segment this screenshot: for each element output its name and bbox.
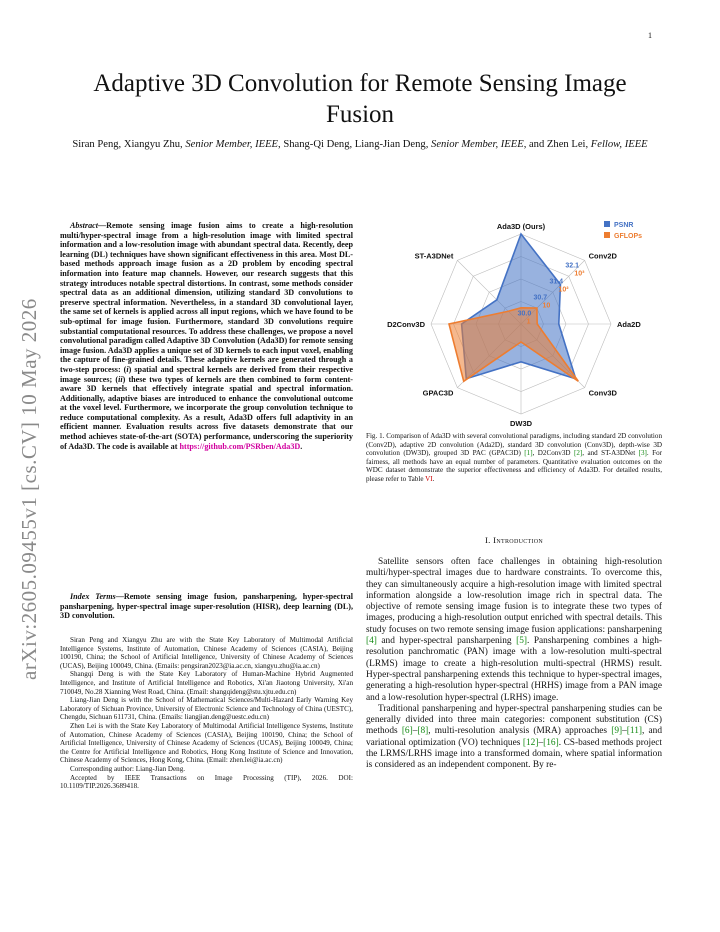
psnr-tick-label: 31.4 <box>549 278 564 286</box>
index-terms <box>60 592 353 621</box>
abstract-i: i <box>126 364 129 374</box>
psnr-tick-label: 30.0 <box>517 310 532 318</box>
citation[interactable]: [16] <box>543 737 559 748</box>
caption-text-3: , and ST-A3DNet <box>582 449 639 458</box>
legend-swatch-gflops <box>604 232 610 238</box>
citation[interactable]: [8] <box>417 726 429 737</box>
citation[interactable]: [9] <box>611 726 623 737</box>
psnr-tick-label: 32.1 <box>565 262 579 270</box>
abstract-ii: ii <box>118 374 123 384</box>
introduction-body <box>366 557 662 772</box>
gflops-tick-label: 10² <box>558 286 569 294</box>
footnote: Shangqi Deng is with the State Key Laboratory of Human-Machine Hybrid Augmented Intelligence, and Institute of Artificial Intelligence and Robotics, Xi'an Jiaotong University, Xi'an 710049, No.28 Xianning West Road, China. (Email: shangqideng@stu.xjtu.edu.cn) <box>60 670 353 696</box>
gflops-tick-label: 10 <box>542 302 551 310</box>
intro-text: – <box>538 737 544 748</box>
table-reference[interactable]: VI <box>425 474 433 483</box>
abstract-lead: Abstract <box>70 221 98 230</box>
author-role-2: Senior Member, IEEE <box>431 139 524 150</box>
arxiv-stamp-text: arXiv:2605.09455v1 [cs.CV] 10 May 2026 <box>17 298 41 680</box>
citation[interactable]: [3] <box>638 449 647 458</box>
legend-label-psnr: PSNR <box>614 222 634 229</box>
radar-chart-svg <box>366 212 662 428</box>
footnote: Siran Peng and Xiangyu Zhu are with the State Key Laboratory of Multimodal Artificial Intelligence Systems, Institute of Automation, Chinese Academy of Sciences (CASIA), Beijing 100190, China; the School of Artificial Intelligence, University of Chinese Academy of Sciences (UCAS), Beijing 100049, China. (Emails: pengsiran2023@ia.ac.cn, xiangyu.zhu@ia.ac.cn) <box>60 636 353 670</box>
code-link[interactable]: https://github.com/PSRben/Ada3D <box>179 441 301 451</box>
caption-text-2: , D2Conv3D <box>532 449 574 458</box>
caption-text-4: . For fairness, all methods have an equal number of parameters. Quantitative evaluation outcomes on the WDC dataset demonstrate the superior effectiveness and efficiency of Ada3D. For detailed results, please refer to Table <box>366 449 662 483</box>
citation[interactable]: [4] <box>366 636 377 647</box>
citation[interactable]: [2] <box>573 449 583 458</box>
citation[interactable]: [12] <box>522 737 539 748</box>
abstract-body-2: ) spatial and spectral kernels are derived from their respective image sources; ( <box>60 364 353 384</box>
abstract-body-1: —Remote sensing image fusion aims to create a high-resolution multi/hyper-spectral image from a high-resolution image with limited spectral information and a low-resolution image with abundant spectral data. Recently, deep learning (DL) techniques have shown significant effectiveness in this area. Most DL-based methods approach image fusion as a 2D problem by encoding spectral information into feature map channels. However, our research suggests that this strategy introduces notable spectral distortions. In contrast, some methods consider spectral data as an additional dimension, utilizing standard 3D convolutions to preserve spectral information. Nevertheless, in a standard 3D convolutional layer, the same set of kernels is applied across all input regions, which we have found to be sub-optimal for image fusion. Furthermore, standard 3D convolutions require substantial computational resources. To address these challenges, we propose a novel convolutional paradigm called Adaptive 3D Convolution (Ada3D) for remote sensing image fusion. Ada3D applies a unique set of 3D kernels to each input voxel, enabling the capture of fine-grained details. These adaptive kernels are generated through a two-step process: ( <box>60 221 353 374</box>
intro-text: – <box>622 726 627 737</box>
figure-caption <box>366 432 662 484</box>
intro-text: Traditional pansharpening and hyper-spectral pansharpening studies can be generally divided into three main categories: component substitution (CS) methods <box>366 703 662 737</box>
footnote: Corresponding author: Liang-Jian Deng. <box>70 764 186 773</box>
abstract-end: . <box>300 441 303 451</box>
arxiv-stamp <box>12 250 46 680</box>
intro-text: , and variational optimization (VO) techniques <box>366 726 662 748</box>
radar-axis-label: Ada2D <box>617 320 641 329</box>
radar-axis-label: Conv3D <box>588 388 617 398</box>
paper-title: Adaptive 3D Convolution for Remote Sensing Image Fusion <box>93 70 627 128</box>
intro-text: , multi-resolution analysis (MRA) approaches <box>428 726 612 737</box>
citation[interactable]: [1] <box>524 449 533 458</box>
radar-axis-label: D2Conv3D <box>387 320 425 329</box>
legend-swatch-psnr <box>604 221 610 227</box>
intro-text: Satellite sensors often face challenges in obtaining high-resolution multi/hyper-spectral images due to hardware constraints. To overcome this, they can simultaneously acquire a high-resolution image with limited spectral information alongside a low-resolution image rich in spectral data. The objective of remote sensing image fusion is to integrate these two types of images, producing a high-resolution output enriched with spectral details. This study focuses on two remote sensing image fusion applications: pansharpening <box>366 557 662 635</box>
radar-axis-label: DW3D <box>509 419 533 428</box>
intro-text: . CS-based methods project the LRMS/LRHS image into a transformed domain, where spatial information is considered as an independent component. By re- <box>366 737 662 771</box>
index-terms-lead: Index Terms <box>70 592 116 601</box>
radar-axis-label: Ada3D (Ours) <box>496 222 546 231</box>
psnr-tick-label: 30.7 <box>533 294 548 302</box>
authors-part2: , Shang-Qi Deng, Liang-Jian Deng, <box>278 139 432 150</box>
citation[interactable]: [11] <box>626 726 643 737</box>
abstract-body-3: ) these two types of kernels are then combined to form content-aware 3D kernels that effectively integrate spatial and spectral information. Additionally, adaptive biases are introduced to enhance the convolutional outcome at the voxel level. Furthermore, we incorporate the group convolution technique to reduce computational complexity. As a result, Ada3D offers full adaptivity in an efficient manner. Evaluation results across five datasets demonstrate that our method achieves state-of-the-art (SOTA) performance, underscoring the superiority of Ada3D. The code is available at <box>60 374 353 451</box>
author-role-1: Senior Member, IEEE <box>185 139 279 150</box>
radar-axis-label: ST-A3DNet <box>414 251 454 261</box>
legend-label-gflops: GFLOPs <box>614 233 643 240</box>
abstract <box>60 221 353 451</box>
intro-text: and hyper-spectral pansharpening <box>376 636 517 647</box>
author-list <box>60 138 660 152</box>
caption-text-1: Fig. 1. Comparison of Ada3D with several convolutional paradigms, including standard 2D convolution (Conv2D), adaptive 2D convolution (Ada2D), standard 3D convolution (Conv3D), depth-wise 3D convolution (DW3D), grouped 3D PAC (GPAC3D) <box>366 432 662 458</box>
caption-end: . <box>432 474 435 483</box>
radar-axis-label: GPAC3D <box>422 388 454 398</box>
footnote: Accepted by IEEE Transactions on Image Processing (TIP), 2026. DOI: 10.1109/TIP.2026.3689418. <box>60 773 353 791</box>
intro-text: . Pansharpening combines a high-resolution panchromatic (PAN) image with a low-resolution multi-spectral (LRMS) image to create a high-resolution multi-spectral (HRMS) result. Hyper-spectral pansharpening extends this technique to hyper-spectral images, generating a high-resolution hyper-spectral (HRHS) image from a PAN image and a low-resolution hyper-spectral (LRHS) image. <box>366 636 663 703</box>
section-title: I. Introduction <box>484 535 544 545</box>
footnote: Liang-Jian Deng is with the School of Mathematical Sciences/Multi-Hazard Early Warning Key Laboratory of Sichuan Province, University of Electronic Science and Technology of China (UESTC), Chengdu, Sichuan 611731, China. (Emails: liangjian.deng@uestc.edu.cn) <box>60 696 353 722</box>
citation[interactable]: [5] <box>516 636 528 647</box>
citation[interactable]: [6] <box>401 726 413 737</box>
authors-part1: Siran Peng, Xiangyu Zhu, <box>72 139 186 150</box>
authors-part3: , and Zhen Lei, <box>523 139 591 150</box>
radar-chart <box>366 212 662 428</box>
gflops-tick-label: 10³ <box>574 270 585 278</box>
author-footnotes <box>60 636 353 791</box>
index-terms-body: —Remote sensing image fusion, pansharpening, hyper-spectral pansharpening, hyper-spectral image super-resolution (HISR), deep learning (DL), 3D convolution. <box>60 592 353 621</box>
gflops-tick-label: 1 <box>526 318 531 326</box>
author-role-3: Fellow, IEEE <box>590 139 648 150</box>
radar-axis-label: Conv2D <box>588 251 617 261</box>
page-number: 1 <box>648 31 652 40</box>
footnote: Zhen Lei is with the State Key Laboratory of Multimodal Artificial Intelligence Systems, Institute of Automation, Chinese Academy of Sciences (CASIA), Beijing 100190, China; the School of Artificial Intelligence, University of Chinese Academy of Sciences (UCAS), Beijing 100049, China; the Centre for Artificial Intelligence and Robotics, Hong Kong Institute of Science and Innovation, Chinese Academy of Sciences, Hong Kong, China. (Email: zhen.lei@ia.ac.cn) <box>60 721 353 765</box>
intro-paragraph-2 <box>366 704 662 772</box>
intro-text: – <box>412 726 418 737</box>
intro-paragraph-1 <box>366 557 662 704</box>
chart-legend <box>604 221 642 240</box>
